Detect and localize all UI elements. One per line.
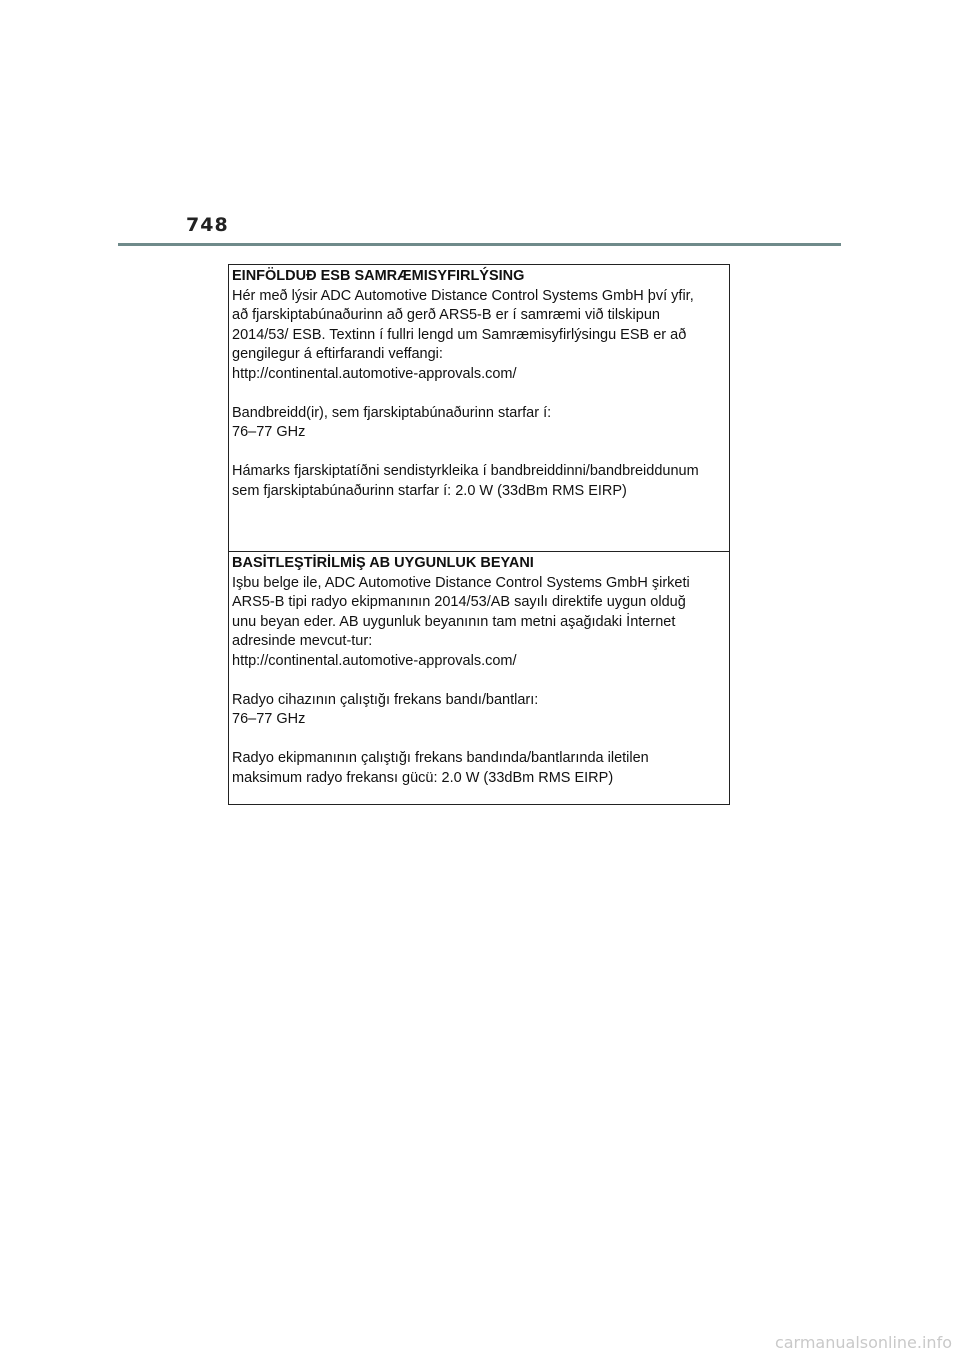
declaration-box — [228, 264, 730, 805]
section-title: EINFÖLDUÐ ESB SAMRÆMISYFIRLÝSING — [232, 268, 525, 284]
power-paragraph: Radyo ekipmanının çalıştığı frekans bandında/bantlarında iletilen maksimum radyo frekansı gücü: 2.0 W (33dBm RMS EIRP) — [232, 750, 649, 786]
declaration-paragraph: Işbu belge ile, ADC Automotive Distance Control Systems GmbH şirketi ARS5-B tipi radyo ekipmanının 2014/53/AB sayılı direktife uygun olduğ unu beyan eder. AB uygunluk beyanının tam metni aşağıdaki İnternet adresinde mevcut-tur: http://continental.automotive-approvals.com/ — [232, 574, 690, 669]
power-paragraph: Hámarks fjarskiptatíðni sendistyrkleika í bandbreiddinni/bandbreiddunum sem fjarskiptabúnaðurinn starfar í: 2.0 W (33dBm RMS EIRP) — [232, 463, 699, 499]
frequency-paragraph: Radyo cihazının çalıştığı frekans bandı/bantları: 76–77 GHz — [232, 691, 539, 727]
declaration-section-turkish — [229, 551, 729, 808]
page-number: 748 — [186, 214, 229, 236]
frequency-paragraph: Bandbreidd(ir), sem fjarskiptabúnaðurinn starfar í: 76–77 GHz — [232, 404, 552, 440]
declaration-paragraph: Hér með lýsir ADC Automotive Distance Control Systems GmbH því yfir, að fjarskiptabúnaðurinn að gerð ARS5-B er í samræmi við tilskipun 2014/53/ ESB. Textinn í fullri lengd um Samræmisyfirlýsingu ESB er að gengilegur á eftirfarandi veffangi: http://continental.automotive-approvals.com/ — [232, 287, 694, 382]
header-rule — [118, 243, 841, 246]
watermark: carmanualsonline.info — [774, 1333, 952, 1352]
declaration-section-icelandic — [229, 265, 729, 553]
section-title: BASİTLEŞTİRİLMİŞ AB UYGUNLUK BEYANI — [232, 555, 534, 571]
